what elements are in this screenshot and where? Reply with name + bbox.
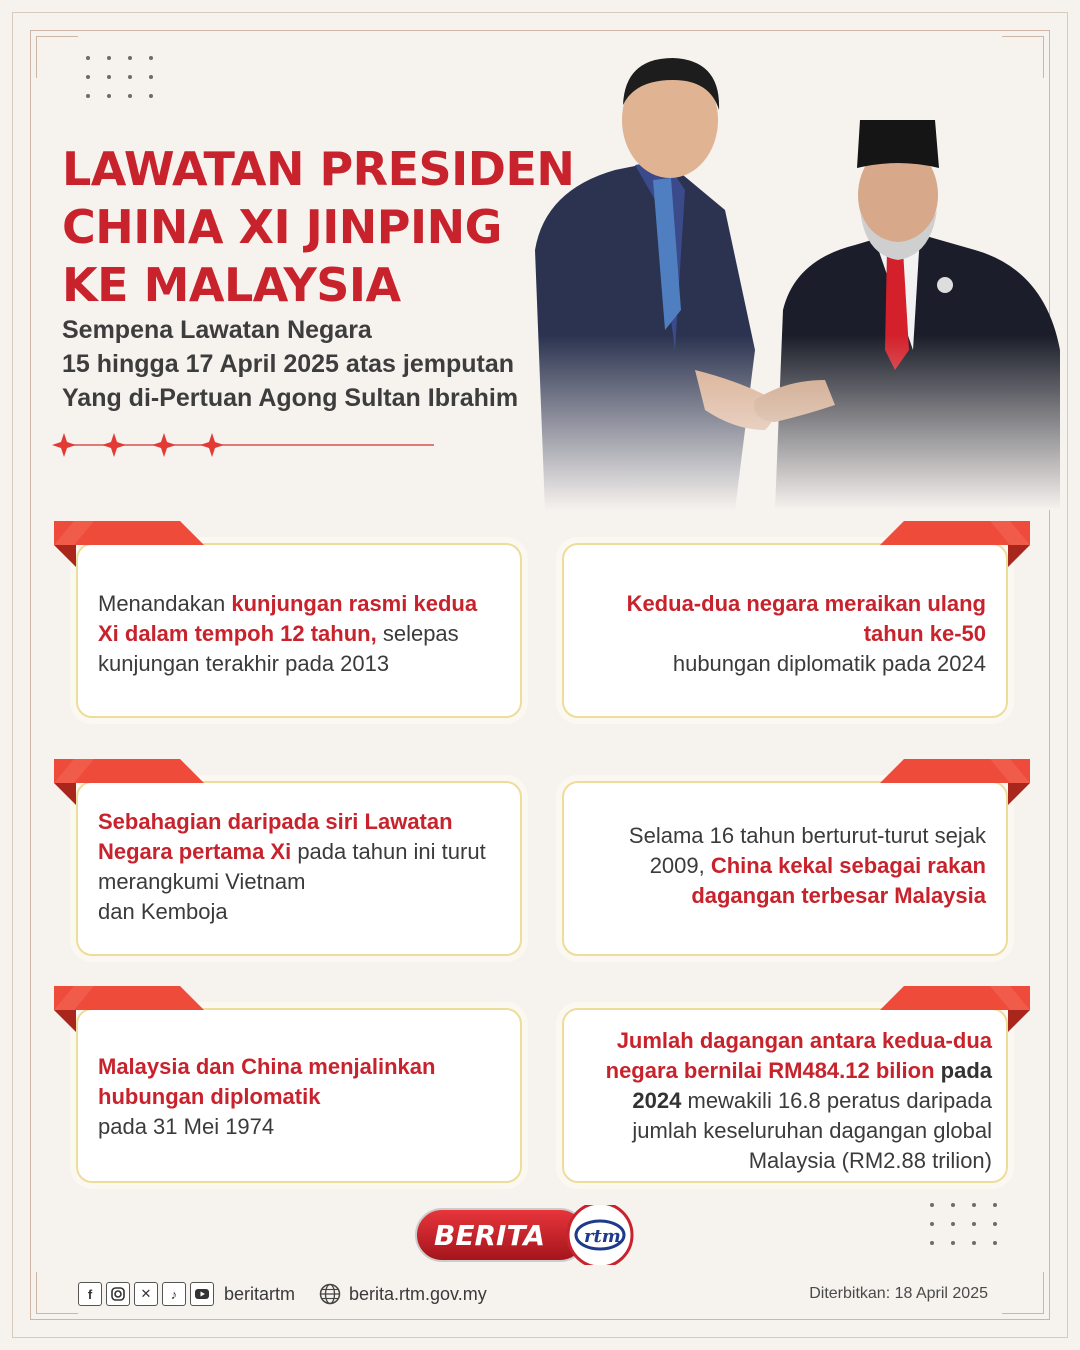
card-text-bold: pada 2024 — [632, 1058, 992, 1113]
card-text — [584, 821, 986, 911]
tiktok-icon[interactable]: ♪ — [162, 1282, 186, 1306]
card-text-plain: Menandakan — [98, 591, 232, 616]
facebook-icon[interactable]: f — [78, 1282, 102, 1306]
logo-text: BERITA — [434, 1219, 546, 1252]
card-text-plain: pada tahun ini turut merangkumi Vietnam — [98, 839, 486, 894]
card-text-highlight: China kekal sebagai rakan dagangan terbesar Malaysia — [691, 853, 986, 908]
card-text — [584, 589, 986, 679]
fact-card-2 — [562, 543, 1008, 718]
subhead-line: Yang di-Pertuan Agong Sultan Ibrahim — [62, 384, 519, 412]
x-icon[interactable]: ✕ — [134, 1282, 158, 1306]
corner-ornament — [36, 36, 78, 78]
card-text-highlight: Jumlah dagangan antara kedua-dua negara bernilai RM484.12 bilion — [605, 1028, 992, 1083]
instagram-icon[interactable] — [106, 1282, 130, 1306]
social-handle[interactable]: beritartm — [224, 1283, 296, 1304]
fact-card-5 — [76, 1008, 522, 1183]
corner-ornament — [1002, 1272, 1044, 1314]
card-text-plain: hubungan diplomatik pada 2024 — [672, 651, 986, 676]
card-text — [572, 1026, 992, 1176]
berita-rtm-logo — [414, 1205, 636, 1265]
ribbon-tab — [54, 986, 204, 1032]
dot-grid-decoration — [930, 1203, 999, 1245]
star-divider — [52, 432, 437, 458]
leaders-handshake-photo — [525, 50, 1065, 510]
card-text — [98, 1052, 500, 1142]
footer — [78, 1281, 988, 1307]
card-text-highlight: Sebahagian daripada siri Lawatan Negara pertama Xi — [98, 809, 453, 864]
card-text-plain: Selama 16 tahun berturut-turut sejak 2009, — [628, 823, 986, 878]
dot-grid-decoration — [86, 56, 155, 98]
globe-icon — [319, 1283, 341, 1305]
fact-card-6 — [562, 1008, 1008, 1183]
corner-ornament — [36, 1272, 78, 1314]
headline-line: KE MALAYSIA — [62, 258, 401, 312]
website-url[interactable]: berita.rtm.gov.my — [349, 1283, 487, 1304]
card-text — [98, 807, 500, 927]
card-text-plain: mewakili 16.8 peratus daripada jumlah keseluruhan dagangan global Malaysia (RM2.88 trilion) — [632, 1088, 992, 1173]
fact-card-1 — [76, 543, 522, 718]
ribbon-tab — [54, 521, 204, 567]
website[interactable] — [319, 1283, 487, 1305]
headline — [62, 140, 582, 314]
headline-line: CHINA XI JINPING — [62, 200, 502, 254]
published-date: Diterbitkan: 18 April 2025 — [809, 1285, 988, 1302]
subheadline — [62, 313, 562, 415]
subhead-line: Sempena Lawatan Negara — [62, 316, 372, 344]
card-text-plain: selepas kunjungan terakhir pada 2013 — [98, 621, 459, 676]
ribbon-tab — [880, 759, 1030, 805]
subhead-line: 15 hingga 17 April 2025 atas jemputan — [62, 350, 515, 378]
card-text-highlight: Kedua-dua negara meraikan ulang tahun ke-50 — [626, 591, 986, 646]
card-text-plain: dan Kemboja — [98, 899, 228, 924]
ribbon-tab — [880, 521, 1030, 567]
card-text-plain: pada 31 Mei 1974 — [98, 1114, 275, 1139]
fact-card-4 — [562, 781, 1008, 956]
fact-card-3 — [76, 781, 522, 956]
social-icons — [78, 1282, 214, 1306]
card-text-highlight: Malaysia dan China menjalinkan hubungan diplomatik — [98, 1054, 436, 1109]
ribbon-tab — [54, 759, 204, 805]
card-text-highlight: kunjungan rasmi kedua Xi dalam tempoh 12 tahun, — [98, 591, 478, 646]
youtube-icon[interactable] — [190, 1282, 214, 1306]
logo-badge-text: rtm — [584, 1226, 621, 1247]
card-text — [98, 589, 500, 679]
headline-line: LAWATAN PRESIDEN — [62, 142, 575, 196]
